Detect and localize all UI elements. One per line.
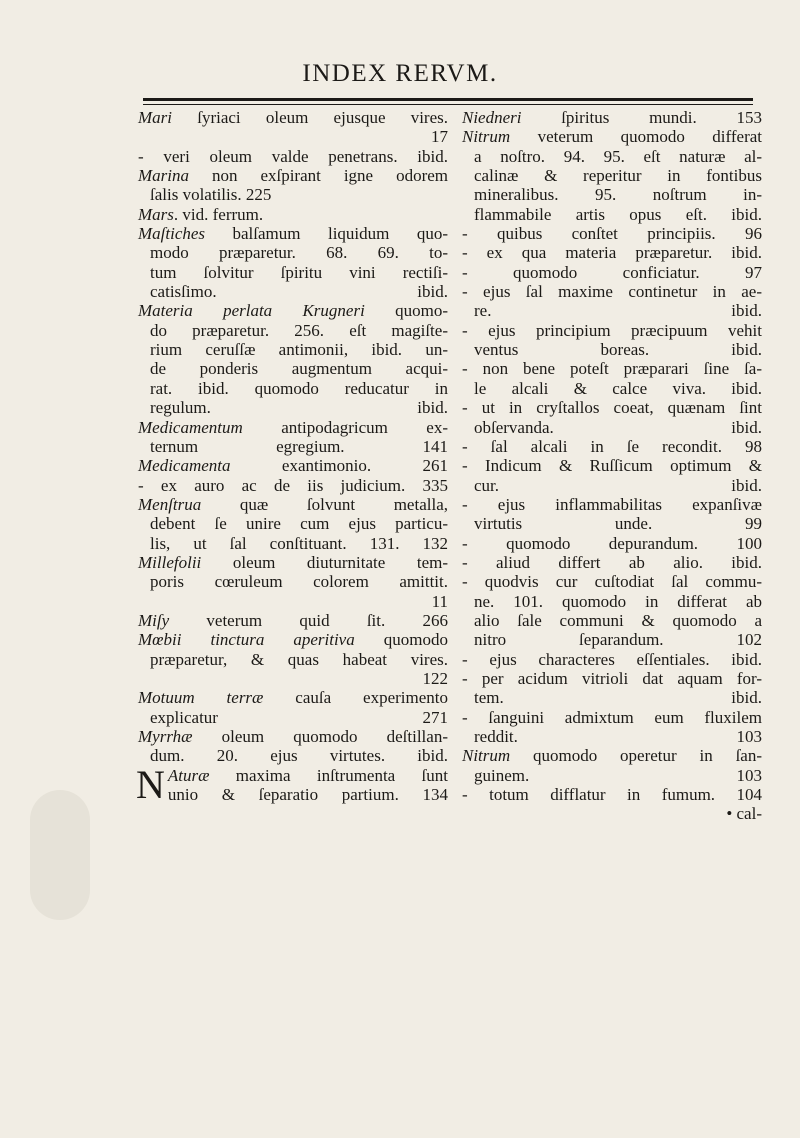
index-line [138, 282, 448, 301]
entry-text: - ejus principium præcipuum vehit [462, 320, 762, 340]
drop-cap: N [136, 761, 165, 807]
index-line [138, 321, 448, 340]
entry-text: lis, ut ſal conſtituant. 131. 132 [150, 533, 448, 553]
index-line [462, 553, 762, 572]
entry-text: - ex qua materia præparetur. ibid. [462, 243, 762, 263]
entry-keyword: Marina [138, 166, 189, 186]
page-ref: 11 [431, 591, 448, 611]
index-line [462, 301, 762, 320]
index-line [138, 108, 448, 127]
index-line [462, 185, 762, 204]
entry-keyword: Miſy [138, 610, 170, 630]
entry-text: do præparetur. 256. eſt magiſte- [150, 320, 448, 340]
entry-text: a noſtro. 94. 95. eſt naturæ al- [474, 146, 762, 166]
index-line [138, 650, 448, 669]
entry-text: nitro ſeparandum. 102 [474, 630, 762, 650]
entry-text: - totum difflatur in fumum. 104 [462, 785, 762, 805]
entry-keyword: Niedneri [462, 108, 522, 127]
entry-text: - quomodo depurandum. 100 [462, 533, 762, 553]
index-line [138, 534, 448, 553]
index-line [462, 688, 762, 707]
index-line [138, 147, 448, 166]
entry-text: quæ ſolvunt metalla, [201, 494, 448, 514]
entry-keyword: Millefolii [138, 552, 202, 572]
index-line [462, 708, 762, 727]
index-line [138, 688, 448, 707]
entry-text: unio & ſeparatio partium. 134 [167, 785, 448, 805]
index-line [462, 669, 762, 688]
index-line [462, 514, 762, 533]
entry-text: balſamum liquidum quo- [205, 224, 448, 244]
entry-text: ne. 101. quomodo in differat ab [474, 591, 762, 611]
index-line [138, 476, 448, 495]
entry-text: alio ſale communi & quomodo a [474, 610, 762, 630]
entry-text: quomo- [364, 301, 448, 321]
entry-text: antipodagricum ex- [242, 417, 448, 437]
index-line [462, 766, 762, 785]
entry-text: - ut in cryſtallos coeat, quænam ſint [462, 398, 762, 418]
index-line [138, 611, 448, 630]
index-line [138, 727, 448, 746]
entry-text: præparetur, & quas habeat vires. [150, 649, 448, 669]
index-line [462, 147, 762, 166]
index-line [138, 359, 448, 378]
entry-text: regulum. ibid. [150, 398, 448, 418]
entry-text: calinæ & reperitur in fontibus [474, 166, 762, 186]
entry-text: re. ibid. [474, 301, 762, 321]
entry-keyword: Myrrhæ [138, 727, 193, 746]
index-line [462, 746, 762, 765]
entry-keyword: Nitrum [462, 127, 511, 147]
entry-keyword: Medicamentum [138, 417, 243, 437]
page-ref: 122 [422, 668, 448, 688]
index-line [138, 340, 448, 359]
entry-text: - ex auro ac de iis judicium. 335 [138, 475, 448, 495]
index-line [462, 263, 762, 282]
index-line [462, 650, 762, 669]
index-line [138, 669, 448, 688]
index-line [462, 108, 762, 127]
header-rule-thin [143, 104, 753, 105]
entry-text: ſalis volatilis. 225 [150, 185, 272, 205]
entry-text: quomodo operetur in ſan- [510, 746, 762, 766]
entry-text: - quibus conſtet principiis. 96 [462, 224, 762, 244]
index-line [462, 398, 762, 417]
entry-text: obſervanda. ibid. [474, 417, 762, 437]
entry-text: debent ſe unire cum ejus particu- [150, 514, 448, 534]
index-line [462, 456, 762, 475]
entry-keyword: Nitrum [462, 746, 511, 766]
entry-text: reddit. 103 [474, 727, 762, 746]
entry-keyword: Aturæ [167, 765, 210, 785]
index-line [138, 572, 448, 591]
entry-text: poris cœruleum colorem amittit. [150, 572, 448, 592]
entry-text: cauſa experimento [263, 688, 448, 708]
entry-text: le alcali & calce viva. ibid. [474, 378, 762, 398]
index-line [462, 476, 762, 495]
index-line [138, 708, 448, 727]
index-line [462, 418, 762, 437]
entry-keyword: Medicamenta [138, 456, 231, 476]
index-line [138, 185, 448, 204]
paper-stain [30, 790, 90, 920]
entry-text: - aliud differt ab alio. ibid. [462, 552, 762, 572]
index-line [138, 785, 448, 804]
entry-text: - ejus ſal maxime continetur in ae- [462, 282, 762, 302]
index-line [138, 437, 448, 456]
index-line [138, 746, 448, 765]
entry-text: de ponderis augmentum acqui- [150, 359, 448, 379]
index-line [462, 379, 762, 398]
entry-text: mineralibus. 95. noſtrum in- [474, 185, 762, 205]
entry-keyword: Mars [138, 204, 174, 224]
entry-keyword: Motuum terræ [138, 688, 264, 708]
entry-text: explicatur 271 [150, 707, 448, 727]
entry-keyword: Materia perlata Krugneri [138, 301, 365, 321]
entry-text: ternum egregium. 141 [150, 436, 448, 456]
left-column [136, 108, 448, 807]
entry-keyword: Maſtiches [138, 224, 206, 244]
index-line [462, 359, 762, 378]
index-line [462, 804, 762, 823]
index-line [138, 456, 448, 475]
index-line [138, 418, 448, 437]
index-line [138, 205, 448, 224]
index-line [138, 553, 448, 572]
entry-text: non exſpirant igne odorem [189, 166, 448, 186]
entry-text: - quomodo conficiatur. 97 [462, 262, 762, 282]
index-line [138, 224, 448, 243]
index-line [138, 398, 448, 417]
entry-text: flammabile artis opus eſt. ibid. [474, 204, 762, 224]
index-line [138, 630, 448, 649]
entry-text: - ejus characteres eſſentiales. ibid. [462, 649, 762, 669]
entry-text: veterum quid ſit. 266 [169, 610, 448, 630]
entry-text: oleum quomodo deſtillan- [192, 727, 448, 746]
index-line [462, 611, 762, 630]
entry-text: tum ſolvitur ſpiritu vini rectiſi- [150, 262, 448, 282]
index-line [462, 630, 762, 649]
index-line [138, 379, 448, 398]
right-column [462, 108, 762, 824]
entry-text: virtutis unde. 99 [474, 514, 762, 534]
entry-text: quomodo [354, 630, 448, 650]
header-rule-thick [143, 98, 753, 101]
entry-text: - ſanguini admixtum eum fluxilem [462, 707, 762, 727]
entry-text: rat. ibid. quomodo reducatur in [150, 378, 448, 398]
entry-text: ventus boreas. ibid. [474, 340, 762, 360]
entry-text: guinem. 103 [474, 765, 762, 785]
index-line [138, 592, 448, 611]
entry-text: exantimonio. 261 [230, 456, 448, 476]
entry-keyword: Mœbii tinctura aperitiva [138, 630, 355, 650]
entry-text: - non bene poteſt præparari ſine ſa- [462, 359, 762, 379]
entry-keyword: Menſtrua [138, 494, 202, 514]
entry-text: - veri oleum valde penetrans. ibid. [138, 146, 448, 166]
entry-text: modo præparetur. 68. 69. to- [150, 243, 448, 263]
entry-text: catisſimo. ibid. [150, 282, 448, 302]
index-line [138, 495, 448, 514]
entry-text: cur. ibid. [474, 475, 762, 495]
entry-text: oleum diuturnitate tem- [201, 552, 448, 572]
page-header: INDEX RERVM. [302, 60, 498, 87]
index-line [462, 437, 762, 456]
entry-text: - Indicum & Ruſſicum optimum & [462, 456, 762, 476]
entry-text: ſyriaci oleum ejusque vires. [172, 108, 448, 127]
page-ref: 17 [431, 127, 448, 147]
index-line [462, 727, 762, 746]
index-line [138, 514, 448, 533]
index-line [462, 224, 762, 243]
entry-keyword: Mari [138, 108, 172, 127]
entry-text: ſpiritus mundi. 153 [521, 108, 762, 127]
index-line [462, 785, 762, 804]
index-line [462, 495, 762, 514]
index-line [462, 282, 762, 301]
index-line [462, 127, 762, 146]
index-line [462, 340, 762, 359]
entry-text: . vid. ferrum. [173, 204, 264, 224]
index-line [138, 263, 448, 282]
index-line [138, 243, 448, 262]
index-line [138, 166, 448, 185]
index-line [462, 166, 762, 185]
entry-text: - ejus inflammabilitas expanſivæ [462, 494, 762, 514]
entry-text: rium ceruſſæ antimonii, ibid. un- [150, 340, 448, 360]
index-line [138, 127, 448, 146]
index-line [462, 205, 762, 224]
index-line [462, 243, 762, 262]
entry-text: veterum quomodo differat [510, 127, 762, 147]
index-line [462, 572, 762, 591]
entry-text: dum. 20. ejus virtutes. ibid. [150, 746, 448, 766]
index-line [462, 321, 762, 340]
entry-text: tem. ibid. [474, 688, 762, 708]
entry-text: - per acidum vitrioli dat aquam for- [462, 668, 762, 688]
index-line [462, 534, 762, 553]
entry-text: maxima inſtrumenta ſunt [209, 765, 448, 785]
index-line [138, 301, 448, 320]
entry-text: - quodvis cur cuſtodiat ſal commu- [462, 572, 762, 592]
index-line [462, 592, 762, 611]
page-ref: • cal- [726, 804, 762, 824]
entry-text: - ſal alcali in ſe recondit. 98 [462, 436, 762, 456]
